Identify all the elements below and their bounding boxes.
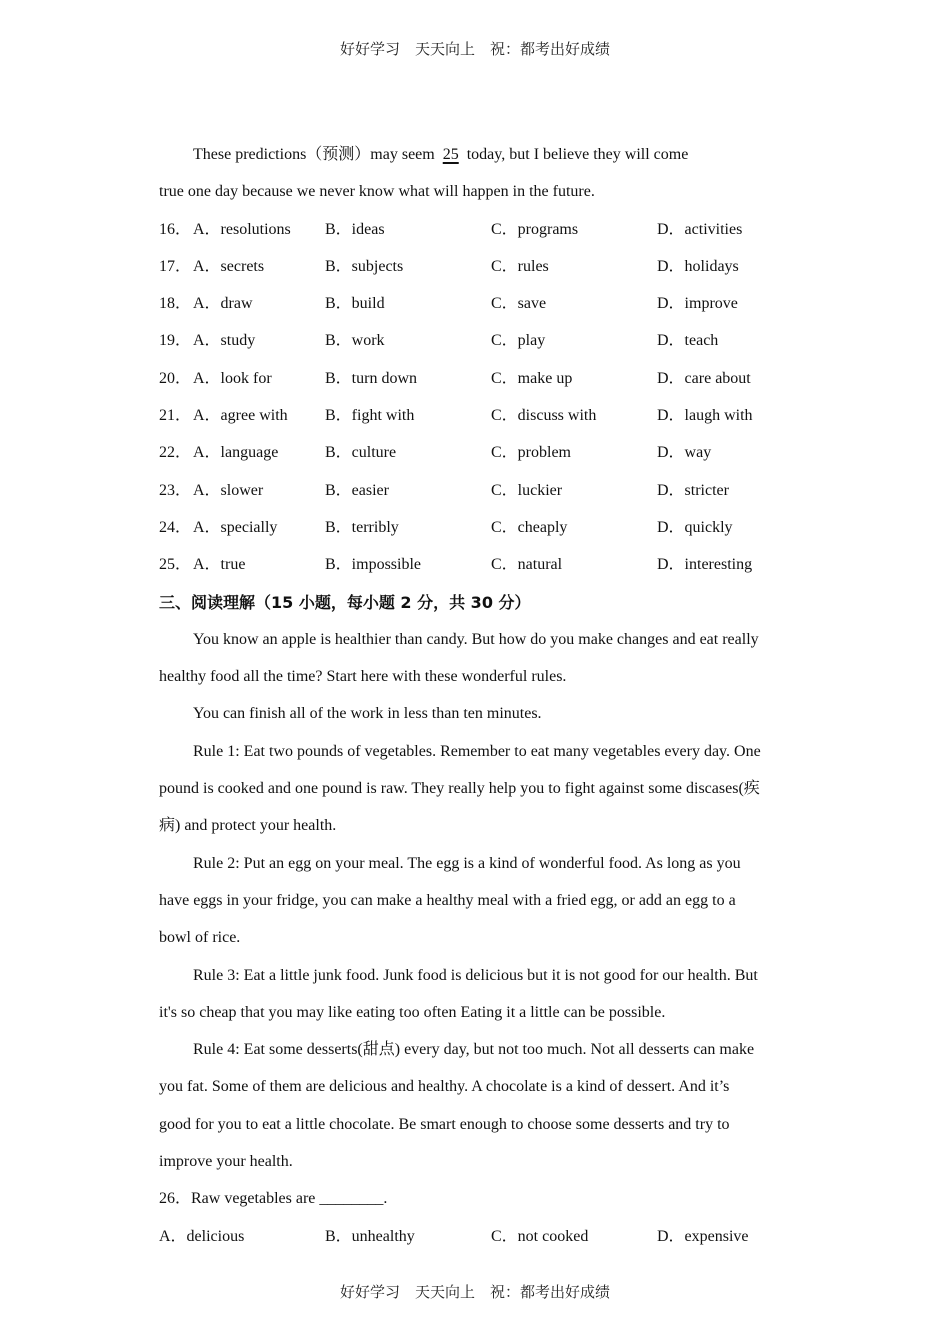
passage-line: healthy food all the time? Start here with these wonderful rules. — [159, 668, 567, 686]
option-a: A．true — [193, 556, 246, 574]
passage-line: You can finish all of the work in less than ten minutes. — [193, 705, 542, 723]
question-26-stem: 26．Raw vegetables are ________. — [159, 1190, 388, 1208]
passage-line: Rule 4: Eat some desserts(甜点) every day, but not too much. Not all desserts can make — [193, 1041, 755, 1059]
option-c: C．natural — [491, 556, 563, 574]
option-c: C．programs — [491, 220, 579, 238]
option-d: D．way — [657, 444, 712, 462]
passage-line: bowl of rice. — [159, 929, 241, 947]
option-b: B．impossible — [325, 556, 422, 574]
question-21 — [159, 397, 791, 434]
option-b: B．culture — [325, 444, 397, 462]
option-d: D．care about — [657, 369, 751, 387]
passage-line: you fat. Some of them are delicious and healthy. A chocolate is a kind of dessert. And it’s — [159, 1078, 730, 1096]
blank-25: 25 — [442, 146, 459, 163]
option-c: C．cheaply — [491, 518, 568, 536]
option-b: B．turn down — [325, 369, 418, 387]
question-24 — [159, 509, 791, 546]
passage-line: good for you to eat a little chocolate. Be smart enough to choose some desserts and try to — [159, 1115, 730, 1133]
option-d: D．laugh with — [657, 407, 753, 425]
passage-line: 病) and protect your health. — [159, 817, 337, 835]
question-number: 24． — [159, 518, 192, 536]
question-number: 21． — [159, 407, 192, 425]
option-c: C．not cooked — [491, 1227, 589, 1245]
passage-line: have eggs in your fridge, you can make a healthy meal with a fried egg, or add an egg to a — [159, 891, 736, 909]
option-a: A．slower — [193, 481, 264, 499]
option-c: C．rules — [491, 257, 549, 275]
passage-line: Rule 1: Eat two pounds of vegetables. Remember to eat many vegetables every day. One — [193, 742, 761, 760]
option-a: A．agree with — [193, 407, 288, 425]
option-c: C．discuss with — [491, 407, 597, 425]
option-b: B．work — [325, 332, 385, 350]
option-b: B．build — [325, 295, 385, 313]
option-a: A．study — [193, 332, 256, 350]
option-b: B．easier — [325, 481, 389, 499]
question-number: 19． — [159, 332, 192, 350]
option-c: C．save — [491, 295, 547, 313]
question-number: 23． — [159, 481, 192, 499]
section-title: 三、阅读理解（15 小题，每小题 2 分，共 30 分） — [159, 592, 531, 612]
option-c: C．make up — [491, 369, 573, 387]
document-body — [159, 136, 791, 1255]
option-d: D．expensive — [657, 1227, 749, 1245]
option-b: B．ideas — [325, 220, 385, 238]
question-23 — [159, 472, 791, 509]
option-a: A．delicious — [159, 1227, 245, 1245]
question-22 — [159, 434, 791, 471]
option-d: D．quickly — [657, 518, 733, 536]
page-footer: 好好学习 天天向上 祝：都考出好成绩 — [339, 1283, 610, 1301]
option-a: A．language — [193, 444, 279, 462]
question-number: 16． — [159, 220, 192, 238]
passage-line: Rule 2: Put an egg on your meal. The egg is a kind of wonderful food. As long as you — [193, 854, 741, 872]
option-b: B．terribly — [325, 518, 399, 536]
question-number: 20． — [159, 369, 192, 387]
question-17 — [159, 248, 791, 285]
option-d: D．holidays — [657, 257, 739, 275]
question-26-options — [159, 1218, 791, 1255]
question-20 — [159, 360, 791, 397]
passage-line: it's so cheap that you may like eating too often Eating it a little can be possible. — [159, 1003, 666, 1021]
cloze-tail-line-2: true one day because we never know what will happen in the future. — [159, 183, 595, 201]
option-c: C．luckier — [491, 481, 563, 499]
question-number: 22． — [159, 444, 192, 462]
option-c: C．play — [491, 332, 546, 350]
page-header: 好好学习 天天向上 祝：都考出好成绩 — [339, 40, 610, 58]
passage-line: Rule 3: Eat a little junk food. Junk food is delicious but it is not good for our health. But — [193, 966, 758, 984]
question-16 — [159, 211, 791, 248]
option-b: B．fight with — [325, 407, 415, 425]
question-number: 18． — [159, 295, 192, 313]
passage-line: You know an apple is healthier than candy. But how do you make changes and eat really — [193, 630, 759, 648]
passage-line: improve your health. — [159, 1153, 293, 1171]
option-d: D．interesting — [657, 556, 753, 574]
question-number: 17． — [159, 257, 192, 275]
option-d: D．stricter — [657, 481, 729, 499]
question-19 — [159, 322, 791, 359]
cloze-tail-line-1 — [159, 136, 791, 173]
option-a: A．resolutions — [193, 220, 291, 238]
cloze-tail-after: today, but I believe they will come — [466, 146, 689, 163]
option-d: D．improve — [657, 295, 738, 313]
option-b: B．subjects — [325, 257, 404, 275]
option-a: A．secrets — [193, 257, 265, 275]
cloze-tail-before: These predictions（预测）may seem — [193, 146, 435, 163]
option-a: A．draw — [193, 295, 253, 313]
question-number: 25． — [159, 556, 192, 574]
option-d: D．teach — [657, 332, 719, 350]
option-d: D．activities — [657, 220, 743, 238]
question-18 — [159, 285, 791, 322]
option-c: C．problem — [491, 444, 571, 462]
option-b: B．unhealthy — [325, 1227, 415, 1245]
question-25 — [159, 546, 791, 583]
passage-line: pound is cooked and one pound is raw. They really help you to fight against some discases(疾 — [159, 780, 760, 798]
option-a: A．specially — [193, 518, 278, 536]
option-a: A．look for — [193, 369, 272, 387]
